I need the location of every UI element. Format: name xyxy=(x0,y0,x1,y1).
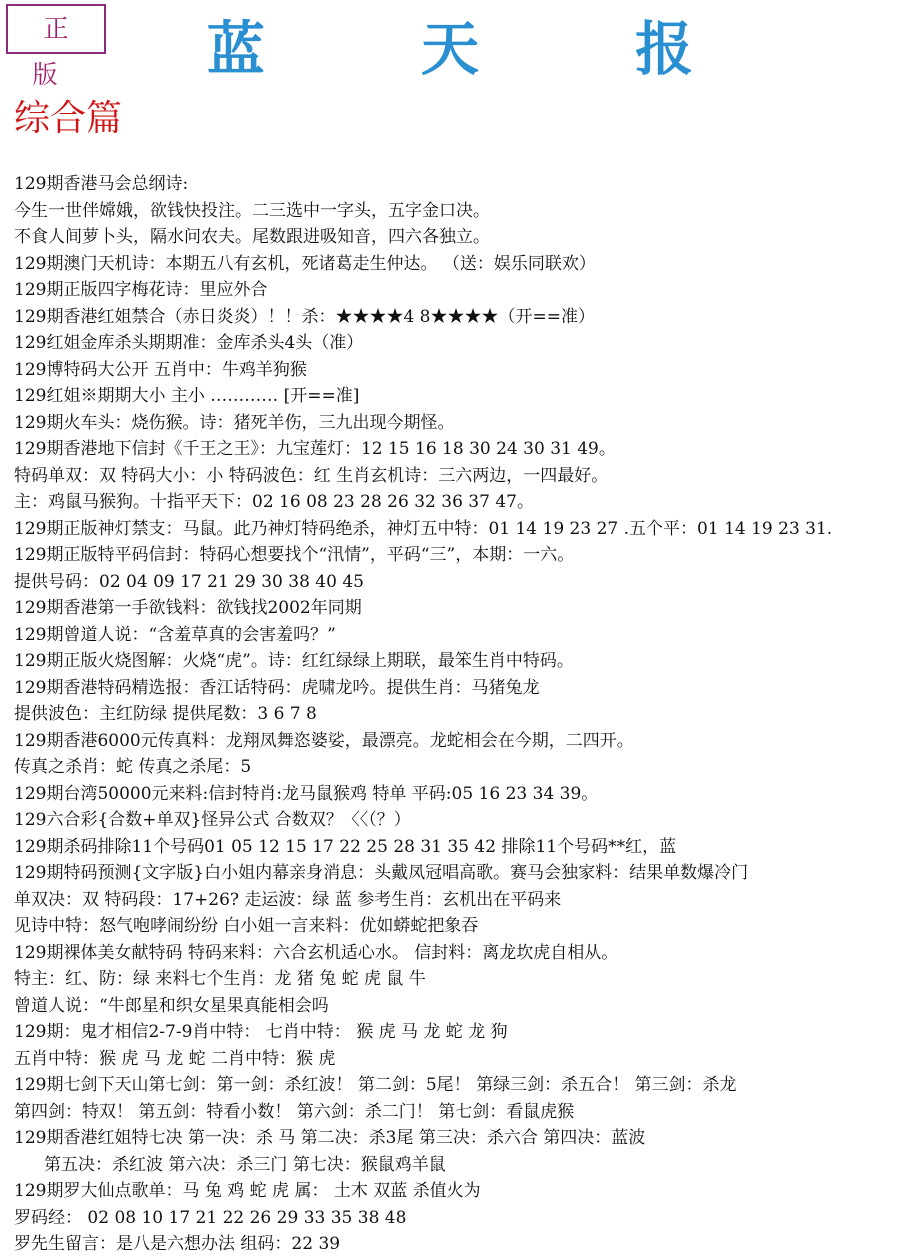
text-line: 129期台湾50000元来料:信封特肖:龙马鼠猴鸡 特单 平码:05 16 23 34 39。 xyxy=(14,783,599,804)
text-line: 特主：红、防：绿 来料七个生肖：龙 猪 兔 蛇 虎 鼠 牛 xyxy=(14,969,426,989)
text-line: 129期杀码排除11个号码01 05 12 15 17 22 25 28 31 35 42 排除11个号码**红，蓝 xyxy=(14,836,677,857)
text-line: 罗码经： 02 08 10 17 21 22 26 29 33 35 38 48 xyxy=(14,1207,407,1228)
text-line: 129期正版火烧图解：火烧“虎”。诗：红红绿绿上期联，最笨生肖中特码。 xyxy=(14,651,574,671)
edition-badge: 正 版 xyxy=(6,4,106,54)
text-line: 129期香港特码精选报：香江话特码：虎啸龙吟。提供生肖：马猪兔龙 xyxy=(14,677,540,698)
text-line: 129期特码预测{文字版}白小姐内幕亲身消息：头戴凤冠唱高歌。赛马会独家料：结果单数爆冷门 xyxy=(14,863,749,883)
text-line: 传真之杀肖：蛇 传真之杀尾：5 xyxy=(14,757,252,777)
text-line: 单双决：双 特码段：17+26? 走运波：绿 蓝 参考生肖：玄机出在平码来 xyxy=(14,889,562,910)
text-line: 第四剑：特双！ 第五剑：特看小数！ 第六剑：杀二门！ 第七剑：看鼠虎猴 xyxy=(14,1101,575,1122)
text-line: 罗先生留言：是八是六想办法 组码：22 39 xyxy=(14,1234,341,1254)
text-line: 129期七剑下天山第七剑：第一剑：杀红波！ 第二剑：5尾！ 第绿三剑：杀五合！ 第三剑：杀龙 xyxy=(14,1075,737,1095)
text-line: 提供号码：02 04 09 17 21 29 30 38 40 45 xyxy=(14,571,364,592)
text-body xyxy=(14,171,898,1258)
text-line: 五肖中特：猴 虎 马 龙 蛇 二肖中特：猴 虎 xyxy=(14,1048,336,1069)
text-line: 129期正版特平码信封：特码心想要找个“汛情”，平码“三”，本期：一六。 xyxy=(14,545,575,565)
section-heading: 综合篇 xyxy=(14,98,123,139)
text-line: 129期澳门天机诗：本期五八有玄机，死诸葛走生仲达。 （送：娱乐同联欢） xyxy=(14,253,596,274)
text-line: 129期罗大仙点歌单：马 兔 鸡 蛇 虎 属： 土木 双蓝 杀值火为 xyxy=(14,1181,481,1201)
text-line: 129期正版四字梅花诗：里应外合 xyxy=(14,280,268,300)
text-line: 曾道人说：“牛郎星和织女星果真能相会吗 xyxy=(14,995,329,1016)
text-line: 不食人间萝卜头，隔水问农夫。尾数跟进吸知音，四六各独立。 xyxy=(14,227,490,247)
text-line: 129红姐金库杀头期期准：金库杀头4头（准） xyxy=(14,333,364,353)
text-line: 129期裸体美女献特码 特码来料：六合玄机适心水。 信封料：离龙坎虎自相从。 xyxy=(14,942,619,963)
text-line: 第五决：杀红波 第六决：杀三门 第七决：猴鼠鸡羊鼠 xyxy=(44,1154,446,1175)
text-line: 129红姐※期期大小 主小 ………… [开==准] xyxy=(14,386,360,406)
text-line: 129期香港红姐特七决 第一决：杀 马 第二决：杀3尾 第三决：杀六合 第四决：蓝波 xyxy=(14,1128,646,1148)
text-line: 提供波色：主红防绿 提供尾数：3 6 7 8 xyxy=(14,704,317,724)
text-line: 129期香港6000元传真料：龙翔凤舞恣婆娑，最漂亮。龙蛇相会在今期，二四开。 xyxy=(14,730,634,751)
text-line: 129期香港红姐禁合（赤日炎炎）！！杀：★★★★4 8★★★★（开==准） xyxy=(14,306,595,327)
text-line: 129博特码大公开 五肖中：牛鸡羊狗猴 xyxy=(14,359,307,380)
text-line: 今生一世伴嫦娥，欲钱快投注。二三选中一字头，五字金口决。 xyxy=(14,200,490,221)
text-line: 129期香港马会总纲诗: xyxy=(14,174,189,194)
text-line: 129期正版神灯禁支：马鼠。此乃神灯特码绝杀，神灯五中特：01 14 19 23 27 .五个平：01 14 19 23 31. xyxy=(14,518,833,539)
text-line: 特码单双：双 特码大小：小 特码波色：红 生肖玄机诗：三六两边，一四最好。 xyxy=(14,465,609,486)
text-line: 主：鸡鼠马猴狗。十指平天下：02 16 08 23 28 26 32 36 37 47。 xyxy=(14,492,534,512)
newspaper-title: 蓝 天 报 xyxy=(206,15,762,83)
text-line: 129期香港第一手欲钱料：欲钱找2002年同期 xyxy=(14,598,362,618)
text-line: 129期香港地下信封《千王之王》：九宝莲灯：12 15 16 18 30 24 30 31 49。 xyxy=(14,439,616,459)
text-line: 见诗中特：怒气咆哮闹纷纷 白小姐一言来料：优如蟒蛇把象吞 xyxy=(14,916,479,936)
text-line: 129六合彩{合数+单双}怪异公式 合数双？〈〈（？） xyxy=(14,810,411,830)
text-line: 129期曾道人说：“含羞草真的会害羞吗？” xyxy=(14,624,336,645)
text-line: 129期：鬼才相信2-7-9肖中特： 七肖中特： 猴 虎 马 龙 蛇 龙 狗 xyxy=(14,1022,508,1042)
text-line: 129期火车头：烧伤猴。诗：猪死羊伤，三九出现今期怪。 xyxy=(14,412,455,433)
